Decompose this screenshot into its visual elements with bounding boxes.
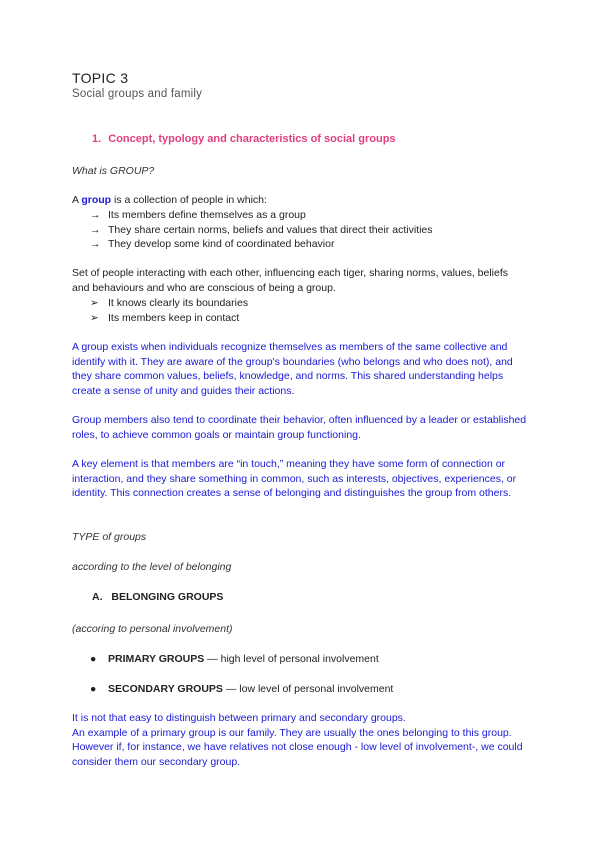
secondary-groups-label: SECONDARY GROUPS xyxy=(108,683,223,695)
list-item xyxy=(90,296,528,311)
section-title: Concept, typology and characteristics of social groups xyxy=(108,133,396,145)
page-subtitle: Social groups and family xyxy=(72,88,203,100)
definition-list xyxy=(90,208,528,252)
arrowhead-icon: ➢ xyxy=(90,311,99,324)
arrow-icon: → xyxy=(90,223,101,236)
set-of-people-paragraph: Set of people interacting with each other, influencing each tiger, sharing norms, values, beliefs and behaviours and who are conscious of being a group. xyxy=(72,267,509,294)
list-item xyxy=(90,223,528,238)
group-keyword: group xyxy=(81,194,112,206)
according-level-heading: according to the level of belonging xyxy=(72,561,232,573)
list-item-text: Its members keep in contact xyxy=(108,311,240,324)
arrow-icon: → xyxy=(90,209,101,221)
according-personal-note: (accoring to personal involvement) xyxy=(72,623,233,635)
list-item xyxy=(90,208,528,223)
arrow-icon: → xyxy=(90,238,101,251)
closing-line-2: An example of a primary group is our family. They are usually the ones belonging to this group. However if, for instance, we have relatives not close enough - low level of involvement-, we could consider them our secondary group. xyxy=(72,726,523,768)
blue-paragraph-1: A group exists when individuals recognize themselves as members of the same collective and identify with it. They are aware of the group's boundaries (who belongs and who does not), and they share common values, beliefs, knowledge, and norms. This shared understanding helps create a sense of unity and guides their actions. xyxy=(72,341,513,397)
subsection-letter: A. xyxy=(92,591,103,603)
list-item xyxy=(90,652,528,667)
list-item-text: It knows clearly its boundaries xyxy=(108,297,249,309)
section-heading xyxy=(92,133,528,145)
list-item-text: Its members define themselves as a group xyxy=(108,209,306,221)
list-item xyxy=(90,311,528,326)
bullet-icon: ● xyxy=(90,683,97,695)
set-list xyxy=(90,296,528,325)
list-item xyxy=(90,237,528,252)
primary-group-item xyxy=(90,652,528,667)
closing-line-1: It is not that easy to distinguish between primary and secondary groups. xyxy=(72,712,406,724)
primary-groups-label: PRIMARY GROUPS xyxy=(108,653,205,665)
def-suffix: is a collection of people in which: xyxy=(111,194,267,206)
type-of-groups-heading: TYPE of groups xyxy=(72,531,147,543)
blue-paragraph-3: A key element is that members are “in touch,” meaning they have some form of connection or interaction, and they share something in common, such as interests, objectives, experiences, or identity. This connection creates a sense of belonging and distinguishes the group from others. xyxy=(72,458,517,500)
primary-groups-desc: — high level of personal involvement xyxy=(204,653,379,665)
group-definition xyxy=(72,193,528,208)
page-title: TOPIC 3 xyxy=(72,70,129,86)
subsection-heading xyxy=(92,590,528,605)
secondary-group-item xyxy=(90,682,528,697)
list-item-text: They share certain norms, beliefs and values that direct their activities xyxy=(108,223,433,236)
def-prefix: A xyxy=(72,194,82,206)
what-is-group-heading: What is GROUP? xyxy=(72,165,155,177)
secondary-groups-desc: — low level of personal involvement xyxy=(222,683,394,695)
list-item-text: They develop some kind of coordinated behavior xyxy=(108,238,335,251)
subsection-title: BELONGING GROUPS xyxy=(111,591,224,603)
blue-paragraph-2: Group members also tend to coordinate their behavior, often influenced by a leader or established roles, to achieve common goals or maintain group functioning. xyxy=(72,414,527,441)
arrowhead-icon: ➢ xyxy=(90,297,99,309)
bullet-icon: ● xyxy=(90,653,97,665)
closing-paragraph xyxy=(72,711,528,769)
list-item xyxy=(90,682,528,697)
section-number: 1. xyxy=(92,133,102,145)
